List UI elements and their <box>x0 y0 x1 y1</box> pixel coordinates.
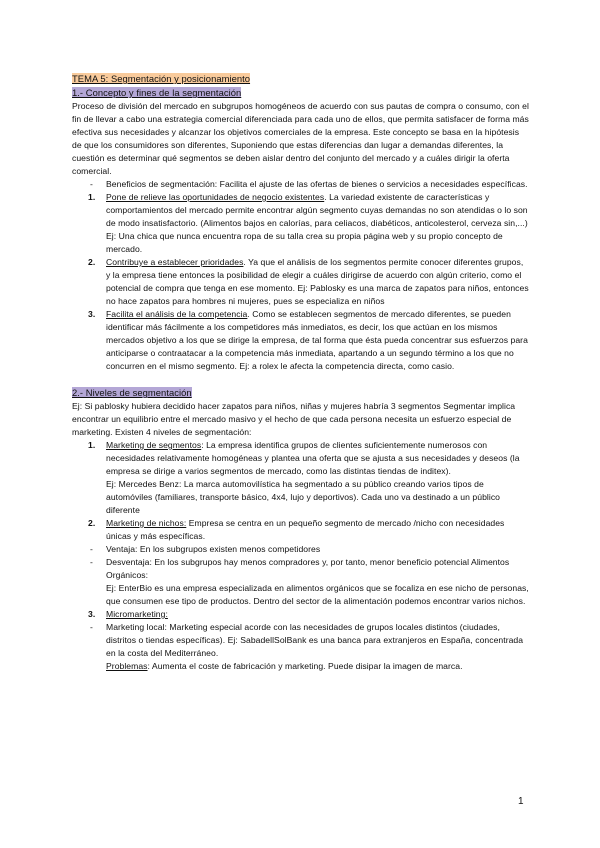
local-marketing-bullet <box>72 621 530 673</box>
document-title: TEMA 5: Segmentación y posicionamiento <box>72 73 251 84</box>
list-item-heading: Pone de relieve las oportunidades de negocio existentes <box>106 192 325 202</box>
list-item <box>72 608 530 621</box>
page-number: 1 <box>518 796 524 807</box>
section-2-heading: 2.- Niveles de segmentación <box>72 387 192 398</box>
section-2-heading-line <box>72 386 530 400</box>
list-item <box>72 517 530 543</box>
section-2-intro: Ej: Si pablosky hubiera decidido hacer zapatos para niños, niñas y mujeres habría 3 segmentos Segmentar implica encontrar un equilibrio entre el mercado masivo y el hecho de que cada persona necesita un esfuerzo especial de marketing. Existen 4 niveles de segmentación: <box>72 401 516 437</box>
local-marketing-text: Marketing local: Marketing especial acorde con las necesidades de grupos locales distintos (ciudades, distritos o tiendas específicas). Ej: SabadellSolBank es una banca para extranjeros en España, concentrada en la costa del Mediterráneo. <box>106 622 524 658</box>
document-title-line <box>72 72 530 86</box>
document-content <box>72 72 530 673</box>
list-item-heading: Micromarketing: <box>106 609 168 619</box>
list-item <box>72 191 530 256</box>
section-1-heading: 1.- Concepto y fines de la segmentación <box>72 87 242 98</box>
advantage-bullet <box>72 543 530 556</box>
list-item-heading: Marketing de nichos: <box>106 518 187 528</box>
problems-line <box>106 660 530 673</box>
benefits-bullet <box>72 178 530 191</box>
list-item-example: Ej: Mercedes Benz: La marca automovilística ha segmentado a su público creando varios tipos de automóviles (familiares, transporte básico, 4x4, lujo y deportivos). Cada uno va destinado a un público diferente <box>106 479 500 515</box>
list-number: 1. <box>88 440 96 450</box>
list-number: 2. <box>88 518 96 528</box>
list-item-text: . Ya que el análisis de los segmentos permite conocer diferentes grupos, y la empresa tiene entonces la posibilidad de elegir a cuáles dirigirse de acuerdo con algún criterio, como el potencial de compra que tenga en ese momento. Ej: Pablosky es una marca de zapatos para niños, entonces no hace zapatos para hombres ni mujeres, pues se especializa en niños <box>106 257 529 306</box>
bullet-marker: - <box>90 544 93 554</box>
list-item-heading: Marketing de segmentos <box>106 440 202 450</box>
section-1-heading-line <box>72 86 530 100</box>
list-number: 3. <box>88 609 96 619</box>
list-item-text: . La variedad existente de características y comportamientos del mercado permite encontrar algún segmento cuyas demandas no son atendidas o lo son de modo insatisfactorio. (Alimentos bajos en calorías, para celiacos, diabéticos, anticolesterol, cerveza sin,...) Ej: Una chica que nunca encuentra ropa de su talla crea su propia página web y su propio concepto de mercado. <box>106 192 528 254</box>
bullet-marker: - <box>90 557 93 567</box>
disadvantage-example: Ej: EnterBio es una empresa especializada en alimentos orgánicos que se focaliza en ese nicho de personas, que consumen ese tipo de productos. Dentro del sector de la alimentación podemos encontrar varios nichos. <box>106 583 529 606</box>
list-item-text: . Como se establecen segmentos de mercado diferentes, se pueden identificar más fácilmente a los competidores más inmediatos, es decir, los que actúan en los mismos mercados objetivo a los que se dirige la empresa, de tal forma que ésta pueda concentrar sus esfuerzos para anticiparse o contraatacar a la competencia más inmediata, apartando a un segundo término a los que no concurren en el mismo segmento. Ej: a rolex le afecta la competencia directa, como casio. <box>106 309 528 371</box>
list-item-text: Empresa se centra en un pequeño segmento de mercado /nicho con necesidades únicas y más específicas. <box>106 518 505 541</box>
bullet-marker: - <box>90 622 93 632</box>
list-item-heading: Contribuye a establecer prioridades <box>106 257 244 267</box>
list-item <box>72 256 530 308</box>
list-number: 3. <box>88 309 96 319</box>
list-item <box>72 308 530 373</box>
list-item-text: : La empresa identifica grupos de clientes suficientemente numerosos con necesidades relativamente homogéneas y plantea una oferta que se ajusta a sus necesidades y deseos (la empresa se dirige a varios segmentos de mercado, como las distintas tiendas de inditex). <box>106 440 520 476</box>
problems-text: : Aumenta el coste de fabricación y marketing. Puede disipar la imagen de marca. <box>147 661 463 671</box>
disadvantage-bullet <box>72 556 530 608</box>
list-number: 1. <box>88 192 96 202</box>
list-item <box>72 439 530 517</box>
section-gap <box>72 373 530 386</box>
list-item-heading: Facilita el análisis de la competencia <box>106 309 248 319</box>
disadvantage-text: Desventaja: En los subgrupos hay menos compradores y, por tanto, menor beneficio potencial Alimentos Orgánicos: <box>106 557 510 580</box>
benefits-text: Beneficios de segmentación: Facilita el ajuste de las ofertas de bienes o servicios a necesidades específicas. <box>106 179 528 189</box>
list-number: 2. <box>88 257 96 267</box>
advantage-text: Ventaja: En los subgrupos existen menos competidores <box>106 544 321 554</box>
bullet-marker: - <box>90 179 93 189</box>
section-1-intro: Proceso de división del mercado en subgrupos homogéneos de acuerdo con sus pautas de compra o consumo, con el fin de llevar a cabo una estrategia comercial diferenciada para cada uno de ellos, que permita satisfacer de forma más efectiva sus necesidades y alcanzar los objetivos comerciales de la empresa. Este concepto se basa en la hipótesis de que los consumidores son diferentes, Suponiendo que estas diferencias dan lugar a demandas diferentes, la cuestión es determinar qué segmentos se deben aislar dentro del conjunto del mercado y a cuáles dirigir la oferta comercial. <box>72 101 529 176</box>
problems-label: Problemas <box>106 661 148 671</box>
